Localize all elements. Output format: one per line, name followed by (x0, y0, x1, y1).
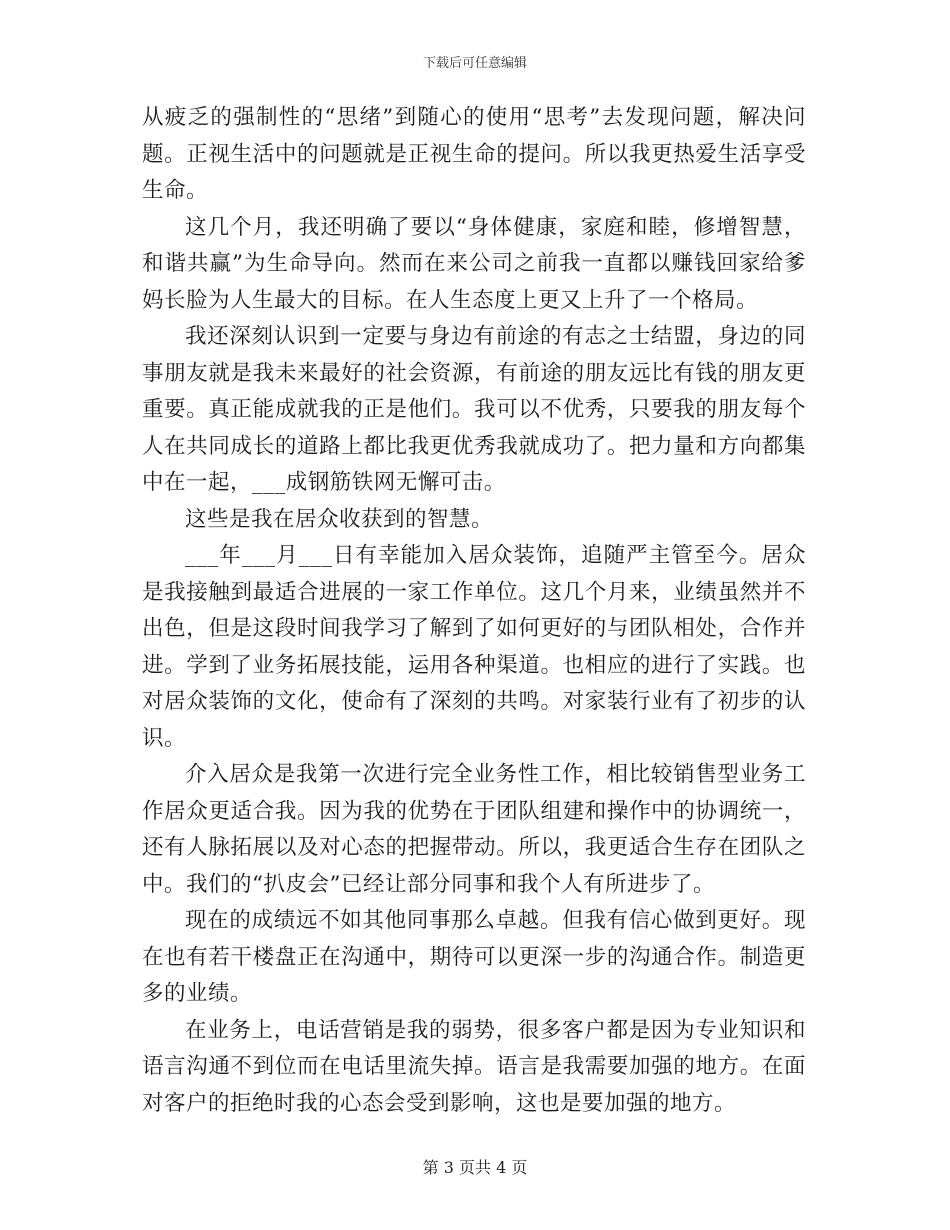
paragraph: ___年___月___日有幸能加入居众装饰，追随严主管至今。居众是我接触到最适合进展的一家工作单位。这几个月来，业绩虽然并不出色，但是这段时间我学习了解到了如何更好的与团队相处，合作并进。学到了业务拓展技能，运用各种渠道。也相应的进行了实践。也对居众装饰的文化，使命有了深刻的共鸣。对家装行业有了初步的认识。 (142, 543, 806, 751)
paragraph: 这几个月，我还明确了要以“身体健康，家庭和睦，修增智慧，和谐共赢”为生命导向。然而在来公司之前我一直都以赚钱回家给爹妈长脸为人生最大的目标。在人生态度上更又上升了一个格局。 (142, 214, 806, 313)
paragraph: 现在的成绩远不如其他同事那么卓越。但我有信心做到更好。现在也有若干楼盘正在沟通中，期待可以更深一步的沟通合作。制造更多的业绩。 (142, 908, 806, 1006)
page-footer-number: 第 3 页共 4 页 (422, 1158, 528, 1177)
paragraph: 从疲乏的强制性的“思绪”到随心的使用“思考”去发现问题，解决问题。正视生活中的问题就是正视生命的提问。所以我更热爱生活享受生命。 (142, 105, 806, 203)
paragraph: 我还深刻认识到一定要与身边有前途的有志之士结盟，身边的同事朋友就是我未来最好的社会资源，有前途的朋友远比有钱的朋友更重要。真正能成就我的正是他们。我可以不优秀，只要我的朋友每个人在共同成长的道路上都比我更优秀我就成功了。把力量和方向都集中在一起，___成钢筋铁网无懈可击。 (142, 324, 806, 495)
paragraph: 介入居众是我第一次进行完全业务性工作，相比较销售型业务工作居众更适合我。因为我的优势在于团队组建和操作中的协调统一，还有人脉拓展以及对心态的把握带动。所以，我更适合生存在团队之中。我们的“扒皮会”已经让部分同事和我个人有所进步了。 (142, 762, 806, 897)
paragraph: 在业务上，电话营销是我的弱势，很多客户都是因为专业知识和语言沟通不到位而在电话里流失掉。语言是我需要加强的地方。在面对客户的拒绝时我的心态会受到影响，这也是要加强的地方。 (142, 1017, 806, 1116)
paragraph: 这些是我在居众收获到的智慧。 (185, 506, 494, 532)
page-header-note: 下载后可任意编辑 (422, 56, 527, 71)
document-body (142, 100, 806, 1122)
